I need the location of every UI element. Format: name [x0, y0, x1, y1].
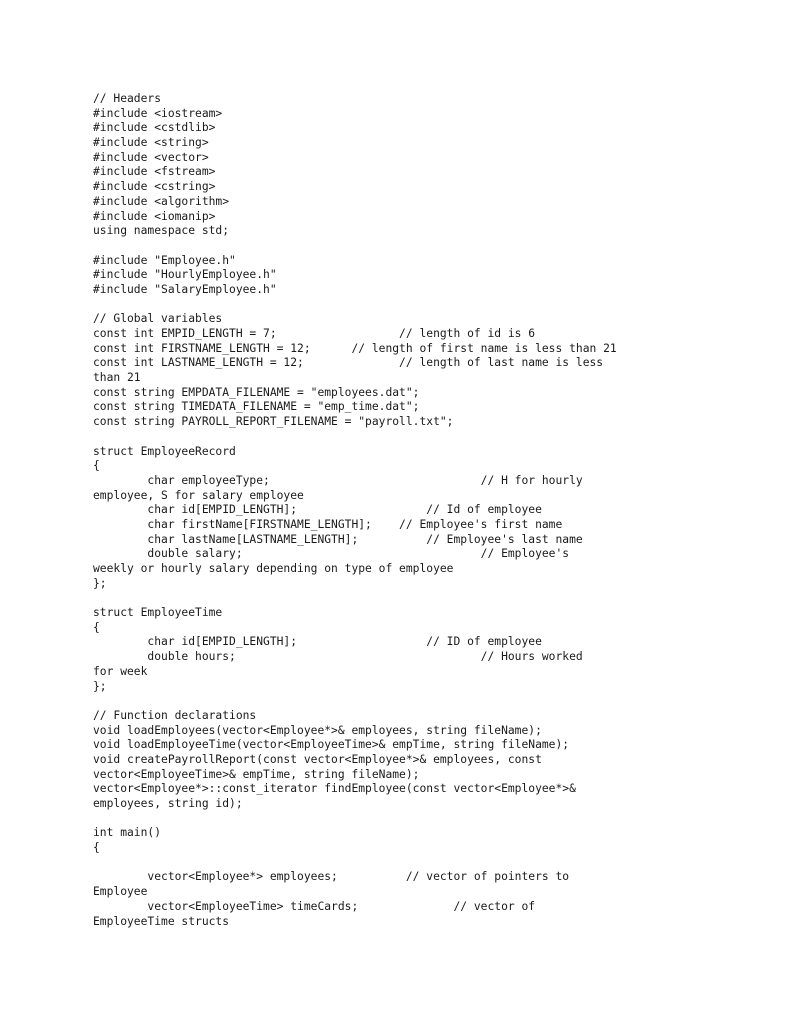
code-line: };	[93, 576, 107, 590]
code-line: #include <cstring>	[93, 180, 216, 194]
code-line: // Function declarations	[93, 708, 257, 722]
code-line: char id[EMPID_LENGTH]; // Id of employee	[93, 503, 542, 517]
code-line: #include "SalaryEmployee.h"	[93, 282, 277, 296]
code-line	[93, 812, 733, 827]
code-line	[93, 298, 733, 313]
code-line: struct EmployeeTime	[93, 606, 223, 620]
code-line: void loadEmployees(vector<Employee*>& employees, string fileName);	[93, 723, 542, 737]
code-line: #include <iostream>	[93, 106, 223, 120]
code-line: employees, string id);	[93, 797, 243, 810]
code-line: vector<EmployeeTime> timeCards; // vector of	[93, 899, 536, 913]
code-line	[93, 430, 733, 445]
code-line: int main()	[93, 826, 162, 840]
code-line: EmployeeTime structs	[93, 914, 230, 928]
code-line: const string EMPDATA_FILENAME = "employees.dat";	[93, 385, 420, 399]
code-line: void createPayrollReport(const vector<Employee*>& employees, const	[93, 752, 542, 766]
code-line: #include "HourlyEmployee.h"	[93, 268, 277, 282]
code-line: #include "Employee.h"	[93, 253, 236, 267]
code-line: const int FIRSTNAME_LENGTH = 12; // length of first name is less than 21	[93, 341, 617, 355]
code-line: for week	[93, 664, 148, 678]
code-line: {	[93, 841, 100, 855]
code-line: const string PAYROLL_REPORT_FILENAME = "payroll.txt";	[93, 415, 454, 429]
code-line: vector<EmployeeTime>& empTime, string fileName);	[93, 767, 420, 781]
code-line: struct EmployeeRecord	[93, 444, 236, 458]
code-line	[93, 694, 733, 709]
code-line: char employeeType; // H for hourly	[93, 473, 583, 487]
code-line: // Global variables	[93, 312, 223, 326]
code-line: #include <algorithm>	[93, 194, 230, 208]
code-line: #include <cstdlib>	[93, 121, 216, 135]
code-line: double hours; // Hours worked	[93, 650, 583, 664]
code-line: const int EMPID_LENGTH = 7; // length of id is 6	[93, 327, 536, 340]
code-line: #include <string>	[93, 136, 209, 150]
code-line	[93, 239, 733, 254]
code-line: employee, S for salary employee	[93, 488, 304, 502]
code-line: // Headers	[93, 92, 162, 105]
code-line: #include <iomanip>	[93, 209, 216, 223]
code-line: Employee	[93, 885, 148, 899]
code-line: char lastName[LASTNAME_LENGTH]; // Employee's last name	[93, 532, 583, 546]
code-listing	[93, 92, 733, 929]
code-line	[93, 591, 733, 606]
code-line: };	[93, 679, 107, 693]
code-line: char firstName[FIRSTNAME_LENGTH]; // Employee's first name	[93, 517, 563, 531]
code-line: than 21	[93, 371, 141, 385]
code-line: weekly or hourly salary depending on type of employee	[93, 562, 454, 575]
code-line: vector<Employee*> employees; // vector of pointers to	[93, 870, 570, 884]
code-line: double salary; // Employee's	[93, 547, 570, 561]
code-line: void loadEmployeeTime(vector<EmployeeTime>& empTime, string fileName);	[93, 738, 570, 752]
code-line: vector<Employee*>::const_iterator findEmployee(const vector<Employee*>&	[93, 782, 576, 796]
code-line	[93, 856, 733, 871]
code-line: const string TIMEDATA_FILENAME = "emp_time.dat";	[93, 400, 420, 414]
code-line: #include <vector>	[93, 150, 209, 164]
code-line: using namespace std;	[93, 224, 230, 238]
code-line: char id[EMPID_LENGTH]; // ID of employee	[93, 635, 542, 649]
code-line: const int LASTNAME_LENGTH = 12; // length of last name is less	[93, 356, 604, 370]
code-line: #include <fstream>	[93, 165, 216, 179]
code-line: {	[93, 459, 100, 473]
code-line: {	[93, 620, 100, 634]
